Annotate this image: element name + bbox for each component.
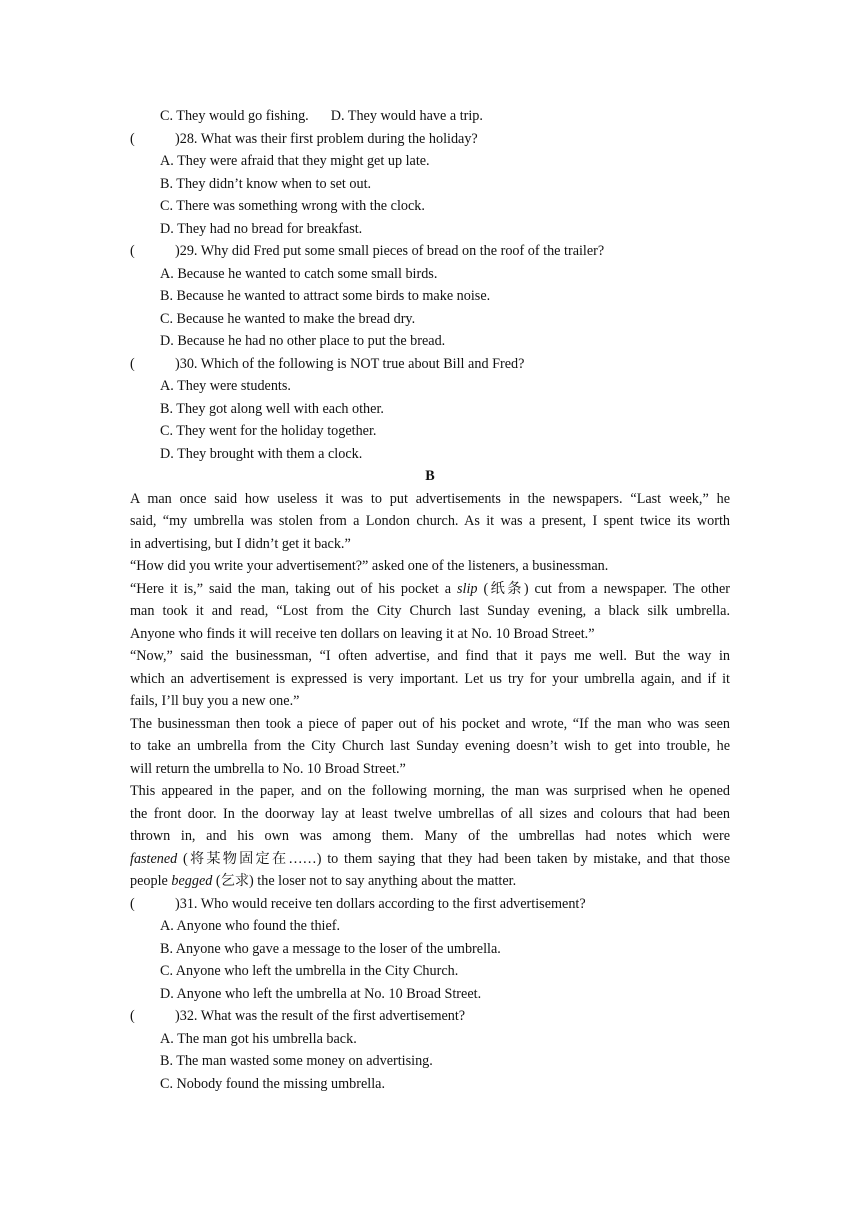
question-text: 30. Which of the following is NOT true about Bill and Fred? — [179, 355, 525, 372]
q27-option-c: C. They would go fishing. — [160, 108, 309, 124]
answer-blank-open: ( — [130, 243, 135, 259]
answer-blank-close: ) — [175, 895, 180, 912]
option-b: B. They got along well with each other. — [160, 400, 384, 417]
passage-line — [130, 870, 730, 893]
option-d: D. Because he had no other place to put the bread. — [160, 333, 446, 349]
question-29 — [130, 240, 730, 263]
option-a: A. Because he wanted to catch some small birds. — [160, 265, 438, 282]
passage-line: “Now,” said the businessman, “I often advertise, and find that it pays me well. But the way in — [130, 648, 730, 664]
question-28 — [130, 128, 730, 151]
option-c: C. They went for the holiday together. — [160, 423, 377, 439]
passage-text: people — [130, 873, 172, 889]
option-b: B. Anyone who gave a message to the loser of the umbrella. — [160, 940, 501, 957]
passage-line: This appeared in the paper, and on the following morning, the man was surprised when he opened — [130, 783, 730, 799]
passage-text: (纸条) cut from a newspaper. The other — [477, 580, 730, 597]
option-b: B. Because he wanted to attract some birds to make noise. — [160, 288, 491, 304]
question-text: 32. What was the result of the first advertisement? — [179, 1008, 466, 1024]
passage-text: “Here it is,” said the man, taking out of his pocket a — [130, 580, 457, 597]
option-a: A. The man got his umbrella back. — [160, 1030, 357, 1047]
option-a: A. They were afraid that they might get up late. — [160, 153, 430, 169]
passage-line: will return the umbrella to No. 10 Broad Street.” — [130, 760, 406, 777]
question-30 — [130, 353, 730, 376]
passage-line: Anyone who finds it will receive ten dollars on leaving it at No. 10 Broad Street.” — [130, 625, 595, 642]
option-d: D. Anyone who left the umbrella at No. 10 Broad Street. — [160, 985, 482, 1002]
passage-line — [130, 578, 730, 601]
option-c: C. Because he wanted to make the bread dry. — [160, 310, 416, 327]
passage-line: the front door. In the doorway lay at least twelve umbrellas of all sizes and colours that had been — [130, 805, 730, 822]
option-d: D. They brought with them a clock. — [160, 445, 363, 462]
passage-text: (乞求) the loser not to say anything about the matter. — [212, 873, 517, 889]
section-heading: B — [425, 468, 435, 484]
passage-line: The businessman then took a piece of paper out of his pocket and wrote, “If the man who was seen — [130, 715, 730, 732]
glossed-word-begged: begged — [171, 873, 213, 889]
passage-line: man took it and read, “Lost from the City Church last Sunday evening, a black silk umbrella. — [130, 603, 730, 619]
answer-blank-close: ) — [175, 355, 180, 372]
question-32 — [130, 1005, 730, 1028]
answer-blank-open: ( — [130, 1008, 135, 1024]
option-d: D. They had no bread for breakfast. — [160, 220, 363, 237]
answer-blank-open: ( — [130, 355, 135, 372]
answer-blank-close: ) — [175, 243, 180, 259]
passage-line — [130, 848, 730, 871]
passage-text: (将某物固定在……) to them saying that they had been taken by mistake, and that those — [177, 850, 730, 867]
question-text: 29. Why did Fred put some small pieces of bread on the roof of the trailer? — [179, 243, 605, 259]
option-b: B. The man wasted some money on advertising. — [160, 1053, 433, 1069]
option-c: C. Nobody found the missing umbrella. — [160, 1075, 386, 1092]
option-c: C. There was something wrong with the clock. — [160, 198, 425, 214]
passage-line: to take an umbrella from the City Church last Sunday evening doesn’t wish to get into trouble, he — [130, 738, 730, 754]
option-b: B. They didn’t know when to set out. — [160, 175, 372, 192]
option-a: A. They were students. — [160, 378, 291, 394]
answer-blank-open: ( — [130, 895, 135, 912]
passage-line: which an advertisement is expressed is very important. Let us try for your umbrella again, and if it — [130, 670, 730, 687]
passage-line: fails, I’ll buy you a new one.” — [130, 693, 300, 709]
answer-blank-close: ) — [175, 1008, 180, 1024]
q27-options-cd — [160, 105, 760, 128]
answer-blank-open: ( — [130, 130, 135, 147]
passage-line: A man once said how useless it was to put advertisements in the newspapers. “Last week,” he — [130, 490, 730, 507]
q27-option-d: D. They would have a trip. — [330, 108, 483, 124]
passage-line: said, “my umbrella was stolen from a London church. As it was a present, I spent twice its worth — [130, 513, 730, 529]
answer-blank-close: ) — [175, 130, 180, 147]
glossed-word-slip: slip — [456, 580, 478, 597]
glossed-word-fastened: fastened — [130, 850, 178, 867]
passage-line: “How did you write your advertisement?” asked one of the listeners, a businessman. — [130, 558, 609, 574]
question-text: 28. What was their first problem during the holiday? — [179, 130, 478, 147]
option-a: A. Anyone who found the thief. — [160, 918, 341, 934]
option-c: C. Anyone who left the umbrella in the City Church. — [160, 963, 459, 979]
question-text: 31. Who would receive ten dollars according to the first advertisement? — [179, 895, 586, 912]
passage-line: in advertising, but I didn’t get it back.” — [130, 535, 351, 552]
question-31 — [130, 893, 730, 916]
passage-line: thrown in, and his own was among them. Many of the umbrellas had notes which were — [130, 828, 730, 844]
